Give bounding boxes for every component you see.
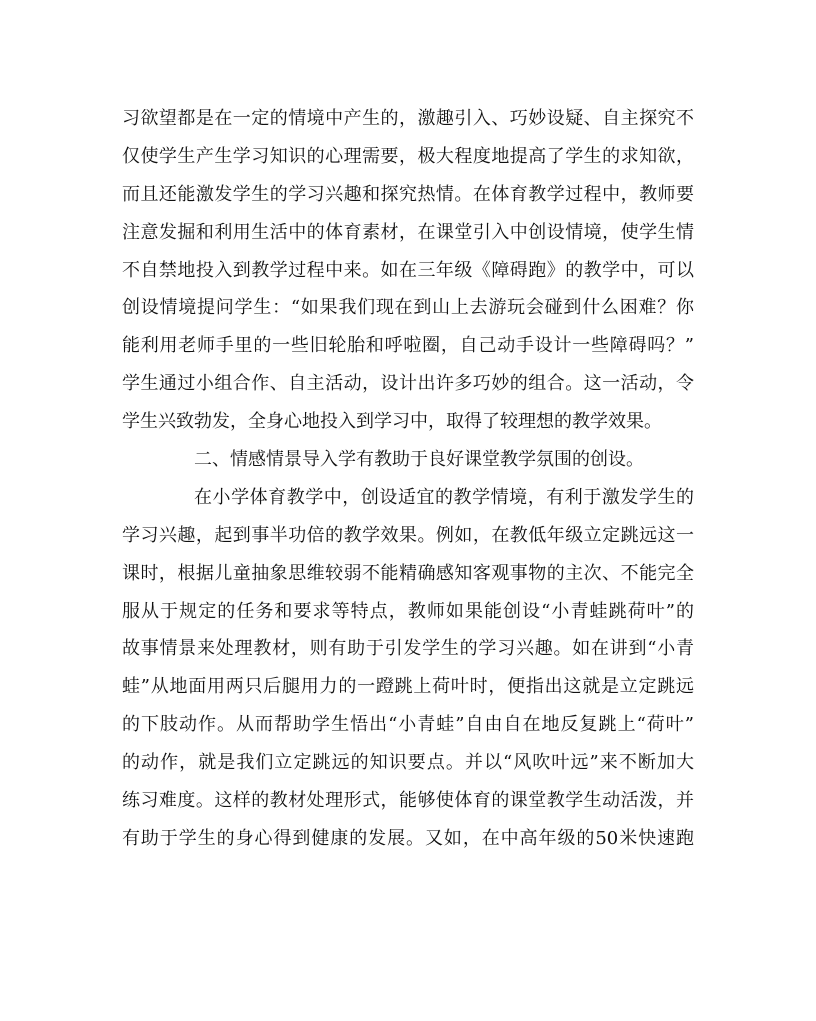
text-line: 服从于规定的任务和要求等特点，教师如果能创设“小青蛙跳荷叶”的	[122, 600, 694, 622]
text-line: 创设情境提问学生：“如果我们现在到山上去游玩会碰到什么困难？你	[122, 297, 694, 319]
text-line: 注意发掘和利用生活中的体育素材，在课堂引入中创设情境，使学生情	[122, 221, 694, 243]
paragraph-1	[122, 100, 694, 441]
document-body	[122, 100, 694, 858]
text-line: 学习兴趣，起到事半功倍的教学效果。例如，在教低年级立定跳远这一	[122, 524, 694, 546]
text-line: 的动作，就是我们立定跳远的知识要点。并以“风吹叶远”来不断加大	[122, 752, 694, 774]
section-heading: 二、情感情景导入学有教助于良好课堂教学氛围的创设。	[194, 449, 644, 471]
text-line: 在小学体育教学中，创设适宜的教学情境，有利于激发学生的	[194, 486, 694, 508]
text-line: 故事情景来处理教材，则有助于引发学生的学习兴趣。如在讲到“小青	[122, 638, 694, 660]
text-line: 仅使学生产生学习知识的心理需要，极大程度地提高了学生的求知欲，	[122, 145, 694, 167]
text-line: 的下肢动作。从而帮助学生悟出“小青蛙”自由自在地反复跳上“荷叶”	[122, 714, 694, 736]
text-line: 习欲望都是在一定的情境中产生的，激趣引入、巧妙设疑、自主探究不	[122, 108, 694, 129]
text-line: 蛙”从地面用两只后腿用力的一蹬跳上荷叶时，便指出这就是立定跳远	[122, 676, 694, 698]
paragraph-2	[122, 479, 694, 858]
text-line: 有助于学生的身心得到健康的发展。又如，在中高年级的50米快速跑	[122, 827, 694, 849]
text-line: 学生通过小组合作、自主活动，设计出许多巧妙的组合。这一活动，令	[122, 373, 694, 395]
text-line: 而且还能激发学生的学习兴趣和探究热情。在体育教学过程中，教师要	[122, 183, 694, 205]
text-line: 能利用老师手里的一些旧轮胎和呼啦圈，自己动手设计一些障碍吗？”	[122, 335, 694, 357]
text-line: 练习难度。这样的教材处理形式，能够使体育的课堂教学生动活泼，并	[122, 790, 694, 812]
text-line: 课时，根据儿童抽象思维较弱不能精确感知客观事物的主次、不能完全	[122, 562, 694, 584]
text-line: 学生兴致勃发，全身心地投入到学习中，取得了较理想的教学效果。	[122, 411, 662, 433]
text-line: 不自禁地投入到教学过程中来。如在三年级《障碍跑》的教学中，可以	[122, 259, 694, 281]
